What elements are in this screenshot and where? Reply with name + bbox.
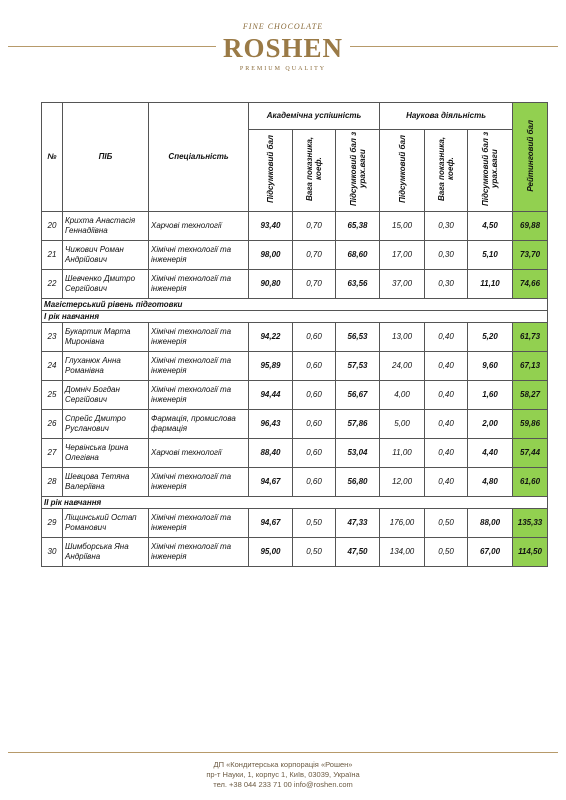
table-row [42,381,548,410]
science-final-score: 15,00 [380,212,425,241]
science-weighted-score: 11,10 [468,270,513,299]
academic-weighted-score: 56,67 [336,381,380,410]
letterhead [0,0,566,90]
academic-weight: 0,60 [293,352,336,381]
col-academic-weighted: Підсумковий бал з урах.ваги [336,130,380,212]
specialty: Хімічні технології та інженерія [149,323,249,352]
header-row-groups [42,103,548,130]
science-weight: 0,50 [425,509,468,538]
table-row [42,439,548,468]
academic-weighted-score: 47,33 [336,509,380,538]
table-row [42,352,548,381]
student-name: Спрейс Дмитро Русланович [63,410,149,439]
academic-weight: 0,60 [293,468,336,497]
section-master-label: Магістерський рівень підготовки [42,299,548,311]
science-final-score: 4,00 [380,381,425,410]
row-number: 30 [42,538,63,567]
student-name: Чижович Роман Андрійович [63,241,149,270]
rating-score: 73,70 [513,241,548,270]
science-final-score: 13,00 [380,323,425,352]
col-science-final: Підсумковий бал [380,130,425,212]
row-number: 22 [42,270,63,299]
science-group-header: Наукова діяльність [380,103,513,130]
rating-score: 58,27 [513,381,548,410]
academic-final-score: 88,40 [249,439,293,468]
science-final-score: 11,00 [380,439,425,468]
academic-final-score: 95,89 [249,352,293,381]
col-science-weight: Вага показника, коеф. [425,130,468,212]
rating-score: 74,66 [513,270,548,299]
science-weighted-score: 5,10 [468,241,513,270]
academic-group-header: Академічна успішність [249,103,380,130]
academic-final-score: 93,40 [249,212,293,241]
academic-weight: 0,70 [293,212,336,241]
row-number: 20 [42,212,63,241]
footer-company: ДП «Кондитерська корпорація «Рошен» [213,760,353,769]
col-no-header: № [42,103,63,212]
rating-score: 61,60 [513,468,548,497]
row-number: 24 [42,352,63,381]
academic-weighted-score: 53,04 [336,439,380,468]
section-year2-label: II рік навчання [42,497,548,509]
specialty: Хімічні технології та інженерія [149,270,249,299]
row-number: 28 [42,468,63,497]
science-final-score: 24,00 [380,352,425,381]
student-name: Червінська Ірина Олегівна [63,439,149,468]
student-name: Шевцова Тетяна Валеріївна [63,468,149,497]
science-weight: 0,30 [425,270,468,299]
science-final-score: 134,00 [380,538,425,567]
academic-final-score: 94,22 [249,323,293,352]
row-number: 23 [42,323,63,352]
academic-weighted-score: 57,53 [336,352,380,381]
rating-score: 114,50 [513,538,548,567]
science-final-score: 12,00 [380,468,425,497]
rating-score: 59,86 [513,410,548,439]
science-final-score: 37,00 [380,270,425,299]
science-weighted-score: 5,20 [468,323,513,352]
academic-final-score: 98,00 [249,241,293,270]
science-weighted-score: 4,80 [468,468,513,497]
table-row [42,212,548,241]
academic-final-score: 94,67 [249,468,293,497]
section-master [42,299,548,323]
specialty: Хімічні технології та інженерія [149,381,249,410]
col-rating-header: Рейтинговий бал [513,103,548,212]
academic-weighted-score: 56,53 [336,323,380,352]
science-final-score: 5,00 [380,410,425,439]
science-weight: 0,40 [425,468,468,497]
science-weighted-score: 4,40 [468,439,513,468]
student-name: Глуханюк Анна Романівна [63,352,149,381]
rating-score: 57,44 [513,439,548,468]
specialty: Хімічні технології та інженерія [149,468,249,497]
specialty: Харчові технології [149,212,249,241]
table-row [42,241,548,270]
footer-contacts: тел. +38 044 233 71 00 info@roshen.com [213,780,353,789]
rating-score: 69,88 [513,212,548,241]
table-row [42,270,548,299]
brand-tagline-top: FINE CHOCOLATE [242,22,324,31]
academic-weight: 0,60 [293,410,336,439]
footer-rule [8,752,558,753]
science-weight: 0,30 [425,241,468,270]
science-weight: 0,50 [425,538,468,567]
academic-weight: 0,60 [293,381,336,410]
col-academic-weight: Вага показника, коеф. [293,130,336,212]
specialty: Хімічні технології та інженерія [149,509,249,538]
academic-weighted-score: 68,60 [336,241,380,270]
science-weighted-score: 1,60 [468,381,513,410]
footer-address: пр-т Науки, 1, корпус 1, Київ, 03039, Україна [206,770,360,779]
academic-final-score: 94,44 [249,381,293,410]
academic-final-score: 90,80 [249,270,293,299]
col-academic-final: Підсумковий бал [249,130,293,212]
section-year1-label: I рік навчання [42,311,548,323]
row-number: 26 [42,410,63,439]
science-weight: 0,30 [425,212,468,241]
table-row [42,468,548,497]
academic-weighted-score: 65,38 [336,212,380,241]
academic-weight: 0,50 [293,509,336,538]
specialty: Хімічні технології та інженерія [149,241,249,270]
table-row [42,509,548,538]
rating-score: 61,73 [513,323,548,352]
rating-score: 67,13 [513,352,548,381]
academic-weight: 0,70 [293,241,336,270]
brand-logo: ROSHEN [222,33,344,63]
academic-weighted-score: 63,56 [336,270,380,299]
science-weight: 0,40 [425,381,468,410]
academic-weight: 0,60 [293,323,336,352]
student-name: Домніч Богдан Сергійович [63,381,149,410]
table-row [42,323,548,352]
science-weight: 0,40 [425,352,468,381]
footer [0,760,566,790]
academic-weight: 0,70 [293,270,336,299]
rating-table [41,102,548,567]
science-weighted-score: 2,00 [468,410,513,439]
academic-weight: 0,60 [293,439,336,468]
rating-score: 135,33 [513,509,548,538]
rows-master-year2 [42,509,548,567]
science-weighted-score: 4,50 [468,212,513,241]
academic-weighted-score: 56,80 [336,468,380,497]
science-weighted-score: 9,60 [468,352,513,381]
science-final-score: 17,00 [380,241,425,270]
section-year2 [42,497,548,509]
rows-master-year1 [42,323,548,497]
academic-final-score: 94,67 [249,509,293,538]
student-name: Крихта Анастасія Геннадіївна [63,212,149,241]
academic-weight: 0,50 [293,538,336,567]
row-number: 27 [42,439,63,468]
science-final-score: 176,00 [380,509,425,538]
row-number: 21 [42,241,63,270]
student-name: Шимборська Яна Андріївна [63,538,149,567]
col-spec-header: Спеціальність [149,103,249,212]
student-name: Ліщинський Остап Романович [63,509,149,538]
specialty: Хімічні технології та інженерія [149,538,249,567]
science-weighted-score: 67,00 [468,538,513,567]
row-number: 29 [42,509,63,538]
row-number: 25 [42,381,63,410]
science-weight: 0,40 [425,323,468,352]
table-row [42,538,548,567]
specialty: Харчові технології [149,439,249,468]
academic-final-score: 96,43 [249,410,293,439]
science-weight: 0,40 [425,439,468,468]
academic-final-score: 95,00 [249,538,293,567]
specialty: Фармація, промислова фармація [149,410,249,439]
academic-weighted-score: 57,86 [336,410,380,439]
rows-bachelor [42,212,548,299]
specialty: Хімічні технології та інженерія [149,352,249,381]
table-row [42,410,548,439]
student-name: Шевченко Дмитро Сергійович [63,270,149,299]
col-science-weighted: Підсумковий бал з урах.ваги [468,130,513,212]
science-weighted-score: 88,00 [468,509,513,538]
brand-tagline-bottom: PREMIUM QUALITY [239,66,327,72]
science-weight: 0,40 [425,410,468,439]
col-name-header: ПІБ [63,103,149,212]
academic-weighted-score: 47,50 [336,538,380,567]
student-name: Букартик Марта Миронівна [63,323,149,352]
